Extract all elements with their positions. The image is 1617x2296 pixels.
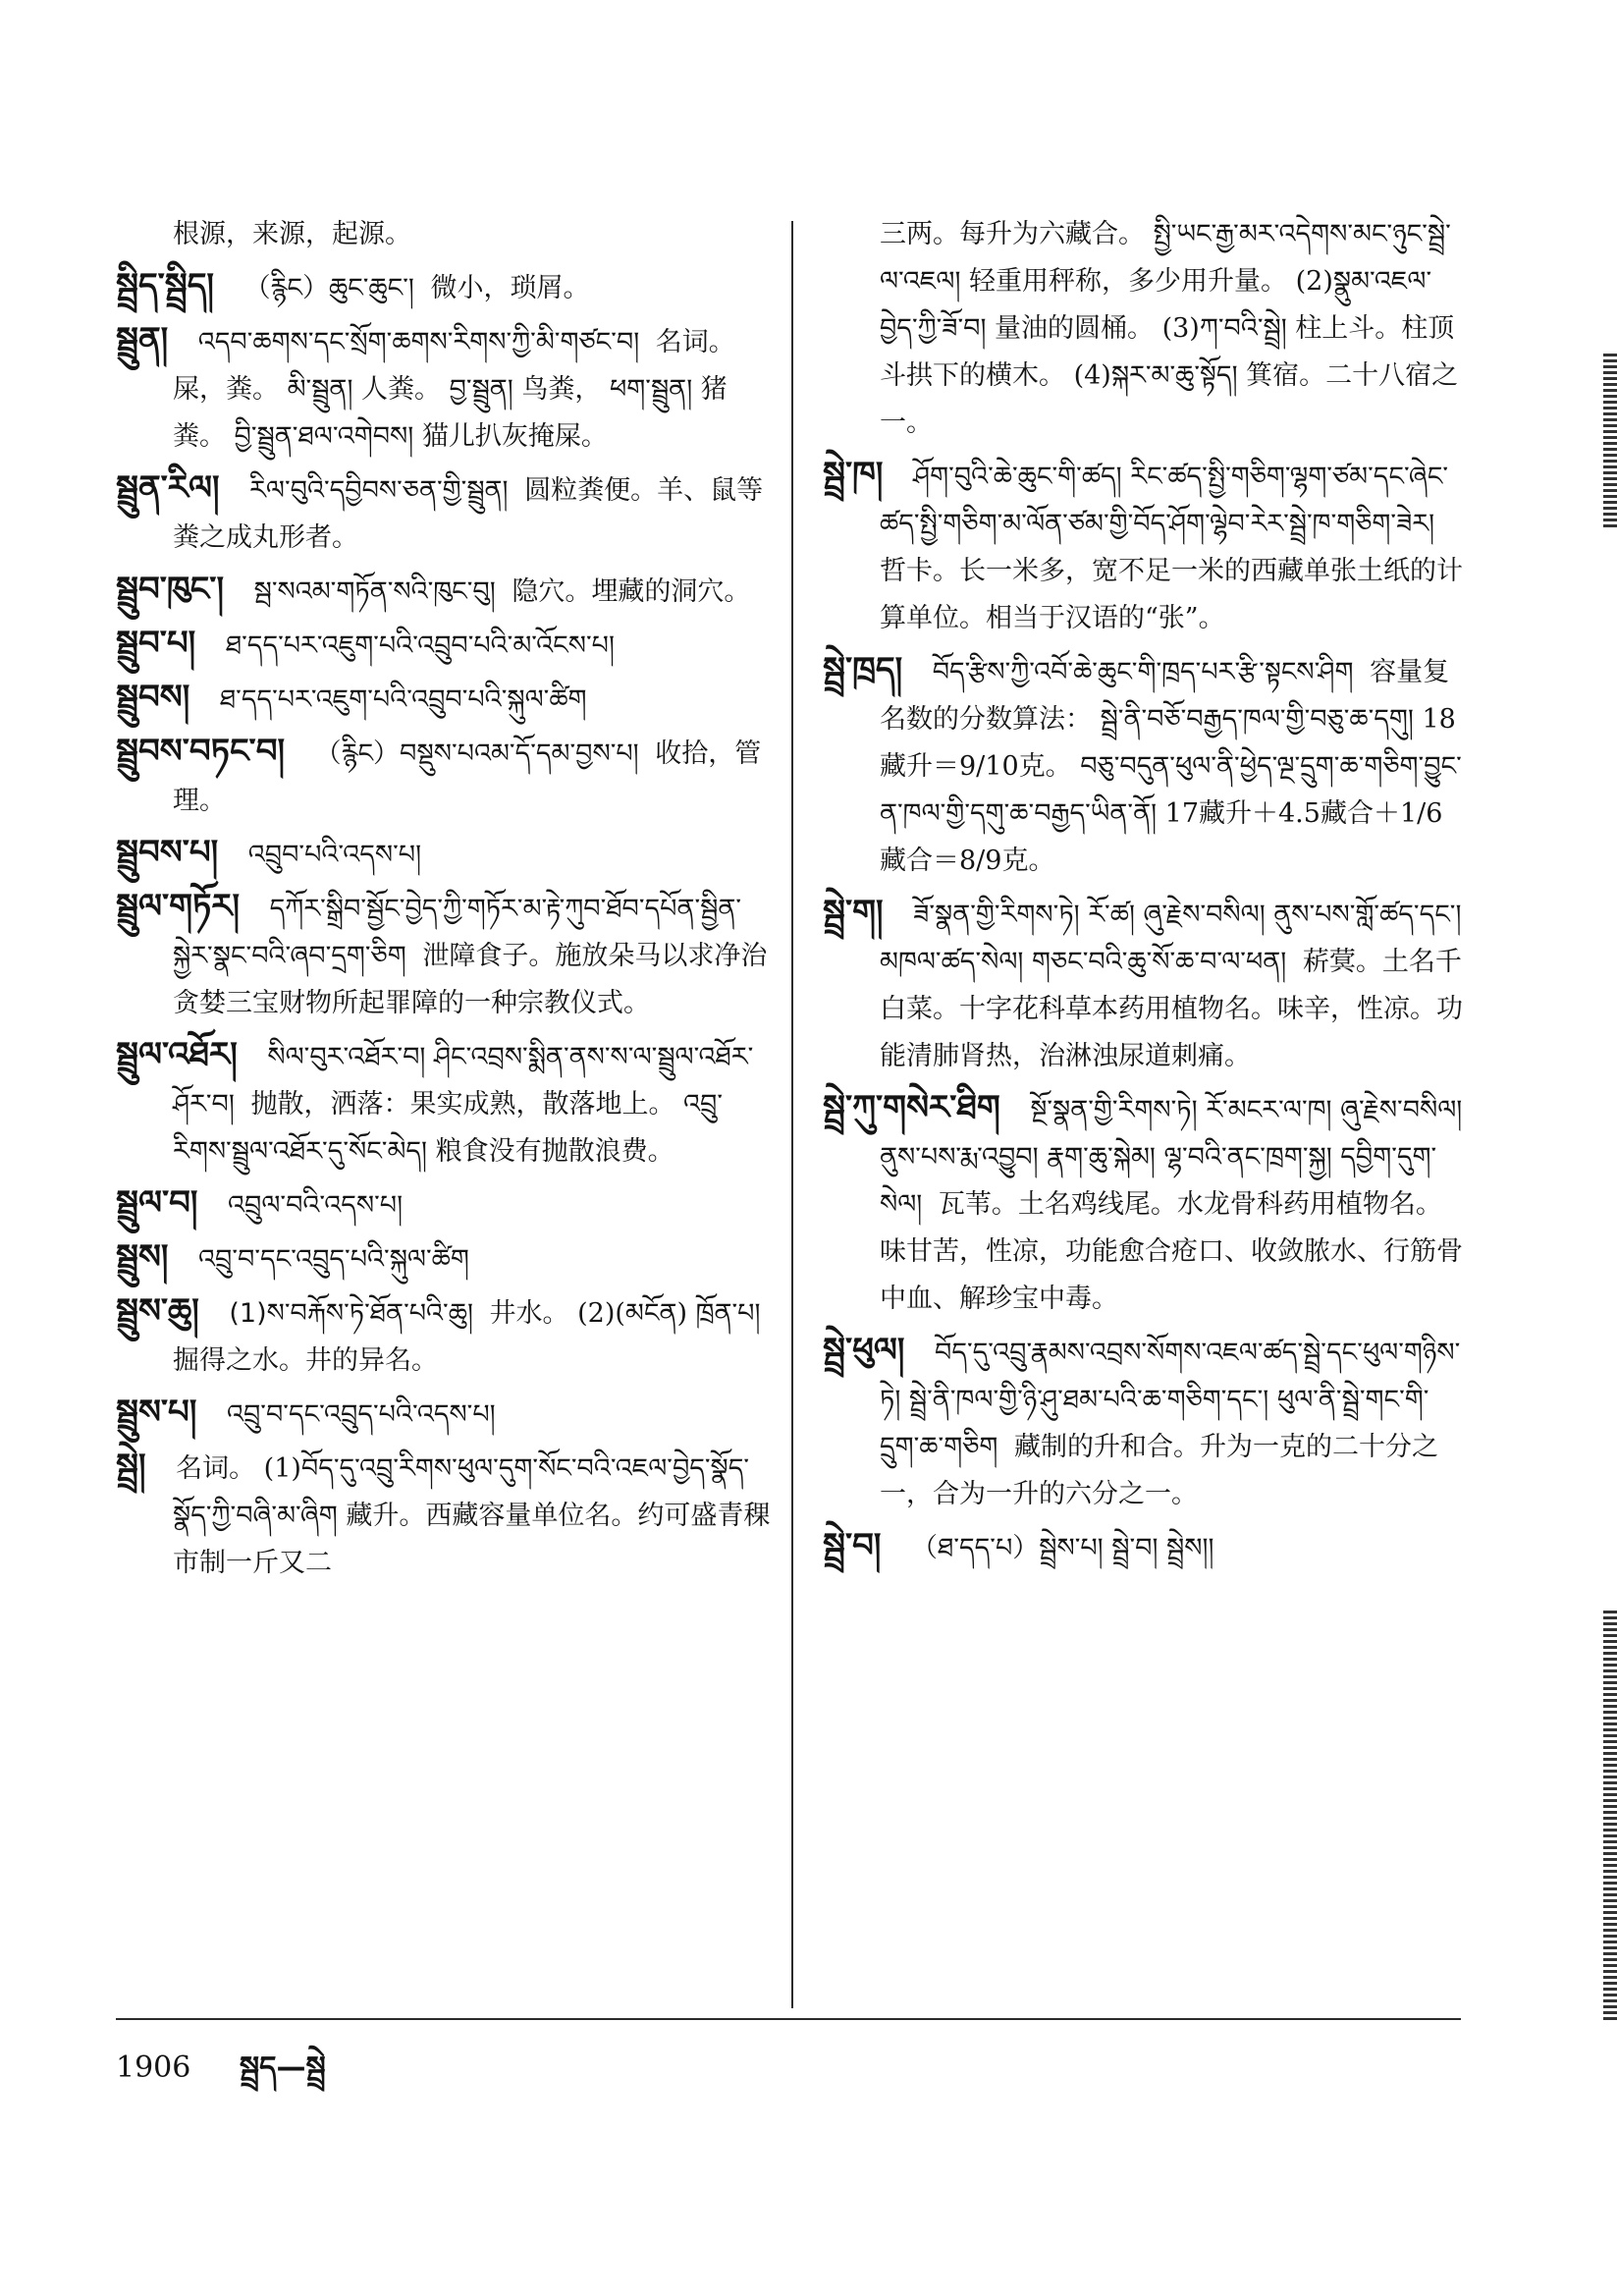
tibetan-definition: རིལ་བུའི་དབྱིབས་ཅན་གྱི་སྦྲུན།	[249, 475, 509, 506]
dictionary-entry	[116, 262, 776, 312]
dictionary-entry	[823, 1327, 1463, 1518]
dictionary-entry	[823, 1522, 1463, 1572]
tibetan-definition: འབྲུ་བ་དང་འབྲུད་པའི་འདས་པ།	[226, 1399, 496, 1430]
tibetan-definition: （རྙིང）ཆུང་ཆུང་།	[243, 273, 414, 303]
dictionary-entry	[116, 566, 776, 616]
tibetan-definition: འབྲུ་བ་དང་འབྲུད་པའི་སྐུལ་ཚིག	[198, 1244, 469, 1275]
dictionary-entry	[116, 316, 776, 461]
tibetan-definition: སྦ་སའམ་གཏོན་སའི་ཁུང་བུ།	[253, 576, 496, 607]
page-number: 1906	[116, 2050, 191, 2085]
headword: སྦྲུབས།	[116, 678, 190, 717]
chinese-gloss: 收拾，管理。	[173, 738, 762, 816]
column-divider	[791, 221, 793, 2008]
headword: སྦྲེ་ཁྲད།	[823, 650, 903, 689]
chinese-gloss: 三两。每升为六藏合。 སྤྱི་ཡང་རྒྱ་མར་འདེགས་མང་ཉུང་སྦྲེ་ལ་འཇལ། 轻重用秤称，多少用升量。 (2)སྣུམ་འཇལ་བྱེད་ཀྱི་ཟོ་བ། 量油的圆桶。 (3)ཀ་བའི་སྦྲེ། 柱上斗。柱顶斗拱下的横木。 (4)སྐར་མ་ཆུ་སྟོད། 箕宿。二十八宿之一。	[880, 219, 1459, 438]
footer-rule	[116, 2018, 1461, 2020]
headword: སྦྲེ།	[116, 1447, 146, 1486]
chinese-gloss: 菥蓂。土名千白菜。十字花科草本药用植物名。味辛，性凉。功能清肺肾热，治淋浊尿道刺痛。	[880, 947, 1463, 1071]
dictionary-entry	[823, 646, 1463, 885]
chinese-gloss: 根源，来源，起源。	[173, 219, 411, 249]
tibetan-definition: བོད་དུ་འབྲུ་རྣམས་འབྲས་སོགས་འཇལ་ཚད་སྦྲེ་དང་ཕུལ་གཉིས་ཏེ། སྦྲེ་ནི་ཁལ་གྱི་ཉི་ཤུ་ཐམ་པའི་ཆ་གཅིག་དང་། ཕུལ་ནི་སྦྲེ་གང་གི་དྲུག་ཆ་གཅིག	[880, 1338, 1461, 1462]
dictionary-entry	[116, 674, 776, 724]
headword: སྦྲུལ་བ།	[116, 1183, 198, 1223]
headword: སྦྲུབས་བཏང་བ།	[116, 732, 286, 771]
chinese-gloss: 瓦苇。土名鸡线尾。水龙骨科药用植物名。味甘苦，性凉，功能愈合疮口、收敛脓水、行筋骨中血、解珍宝中毒。	[880, 1189, 1463, 1314]
dictionary-entry	[116, 1233, 776, 1284]
dictionary-entry	[116, 1287, 776, 1385]
tibetan-definition: ཐ་དད་པར་འཇུག་པའི་འབྲུབ་པའི་སྐུལ་ཚིག	[219, 684, 587, 715]
headword: སྦྲིད་སྦྲིད།	[116, 266, 214, 305]
tibetan-definition: ཟོ་སྣན་གྱི་རིགས་ཏེ། རོ་ཚ། ཞུ་རྗེས་བསིལ། ནུས་པས་གློ་ཚད་དང་། མཁལ་ཚད་སེལ། གཅང་བའི་ཆུ་སོ་ཆ་བ་ལ་ཕན།	[880, 900, 1462, 977]
scan-edge-marks	[1603, 1611, 1617, 2023]
headword: སྦྲེ་བ།	[823, 1526, 882, 1565]
tibetan-definition: བོད་རྩིས་ཀྱི་འབོ་ཆེ་ཆུང་གི་ཁྲད་པར་རྩི་སྟངས་ཤིག	[932, 657, 1354, 687]
tibetan-definition: སིལ་བུར་འཐོར་བ། ཤིང་འབྲས་སྨིན་ནས་ས་ལ་སྦྲུལ་འཐོར་ཤོར་བ།	[173, 1042, 754, 1120]
headword: སྦྲེ་ཕུལ།	[823, 1331, 905, 1370]
chinese-gloss: 藏制的升和合。升为一克的二十分之一，合为一升的六分之一。	[880, 1432, 1438, 1509]
tibetan-definition: （རྙིང）བསྡུས་པའམ་དོ་དམ་བྱས་པ།	[314, 738, 639, 769]
dictionary-entry	[116, 1179, 776, 1230]
page-footer	[116, 2035, 326, 2117]
headword: སྦྲེ་ག།	[823, 893, 884, 932]
dictionary-entry	[116, 1031, 776, 1175]
headword-range: སྦྲད—སྦྲེ	[239, 2050, 326, 2085]
scan-edge-marks	[1603, 354, 1617, 530]
headword: སྦྲུས་ཆུ།	[116, 1291, 199, 1331]
tibetan-definition: (1)ས་བརྐོས་ཏེ་ཐོན་པའི་ཆུ།	[229, 1298, 473, 1329]
dictionary-entry	[823, 1084, 1463, 1323]
headword: སྦྲུབ་པ།	[116, 624, 196, 663]
headword: སྦྲུབ་ཁུང་།	[116, 570, 224, 609]
chinese-gloss: 井水。 (2)(མངོན) ཁྲོན་པ། 掘得之水。井的异名。	[173, 1298, 761, 1376]
tibetan-definition: （ཐ་དད་པ）སྦྲེས་པ། སྦྲེ་བ། སྦྲེས།།	[911, 1533, 1214, 1563]
dictionary-entry	[116, 728, 776, 825]
tibetan-definition: ཐ་དད་པར་འཇུག་པའི་འབྲུབ་པའི་མ་འོངས་པ།	[225, 630, 615, 661]
chinese-gloss: 圆粒粪便。羊、鼠等粪之成丸形者。	[173, 475, 764, 553]
tibetan-definition: འདབ་ཆགས་དང་སྲོག་ཆགས་རིགས་ཀྱི་མི་གཙང་བ།	[197, 327, 640, 357]
headword: སྦྲུན།	[116, 320, 169, 359]
right-column	[823, 211, 1463, 1576]
headword: སྦྲེ་ཁ།	[823, 455, 884, 494]
dictionary-entry	[116, 829, 776, 879]
headword: སྦྲུས།	[116, 1237, 169, 1277]
chinese-gloss: 抛散，洒落：果实成熟，散落地上。 འབྲུ་རིགས་སྦྲུལ་འཐོར་དུ་སོང་མེད། 粮食没有抛散浪费。	[173, 1089, 724, 1167]
dictionary-entry	[823, 451, 1463, 642]
tibetan-definition: ཤོག་བུའི་ཆེ་ཆུང་གི་ཚད། རིང་ཚད་སྤྱི་གཅིག་ལྷག་ཙམ་དང་ཞེང་ཚད་སྤྱི་གཅིག་མ་ལོན་ཙམ་གྱི་བོད་ཤོག་ལྷེབ་རེར་སྦྲེ་ཁ་གཅིག་ཟེར།	[880, 462, 1449, 539]
headword: སྦྲུན་རིལ།	[116, 468, 220, 508]
headword: སྦྲུས་པ།	[116, 1393, 197, 1432]
chinese-gloss: 名词。 (1)བོད་དུ་འབྲུ་རིགས་ཕུལ་དུག་སོང་བའི་འཇལ་བྱེད་སྣོད་སྣོད་ཀྱི་བཞི་མ་ཞིག 藏升。西藏容量单位名。约可盛青稞市制一斤又二	[173, 1453, 771, 1578]
headword: སྦྲུབས་པ།	[116, 833, 219, 872]
headword: སྦྲུལ་འཐོར།	[116, 1035, 238, 1074]
dictionary-entry	[116, 1443, 776, 1587]
left-column	[116, 211, 776, 1591]
chinese-gloss: 泄障食子。施放朵马以求净治贪婪三宝财物所起罪障的一种宗教仪式。	[173, 941, 768, 1018]
chinese-gloss: 名词。屎，粪。 མི་སྦྲུན། 人粪。 བྱ་སྦྲུན། 鸟粪， ཕག་སྦྲུན། 猪粪。 བྱི་སྦྲུན་ཐལ་འགེབས། 猫儿扒灰掩屎。	[173, 327, 735, 452]
chinese-gloss: 哲卡。长一米多，宽不足一米的西藏单张土纸的计算单位。相当于汉语的“张”。	[880, 556, 1463, 633]
tibetan-definition: འབྲུབ་པའི་འདས་པ།	[247, 840, 422, 870]
tibetan-definition: འབྲུལ་བའི་འདས་པ།	[228, 1190, 404, 1221]
headword: སྦྲུལ་གཏོར།	[116, 887, 241, 926]
dictionary-entry	[116, 883, 776, 1027]
dictionary-entry	[823, 211, 1463, 447]
chinese-gloss: 容量复名数的分数算法： སྦྲེ་ནི་བཅོ་བརྒྱད་ཁལ་གྱི་བཅུ་ཆ་དགུ། 18藏升＝9/10克。 བཅུ་བདུན་ཕུལ་ནི་ཕྱེད་ལྔ་དྲུག་ཆ་གཅིག་བྱུང་ན་ཁལ་གྱི་དགུ་ཆ་བརྒྱད་ཡིན་ནོ། 17藏升＋4.5藏合＋1/6藏合＝8/9克。	[880, 657, 1462, 876]
dictionary-entry	[116, 465, 776, 562]
tibetan-definition: སྔོ་སྣན་གྱི་རིགས་ཏེ། རོ་མངར་ལ་ཁ། ཞུ་རྗེས་བསིལ། ནུས་པས་རྨ་འབྱུབ། རྣག་ཆུ་སྐེམ། ལྷ་བའི་ནང་ཁྲག་སྐྱ། དབྱིག་དུག་སེལ།	[880, 1095, 1463, 1220]
tibetan-definition: དཀོར་སྒྲིབ་སྦྱོང་བྱེད་ཀྱི་གཏོར་མ་རྟེ་ཀུབ་ཐོབ་དཔོན་སྦྱིན་སྐྱེར་སྣང་བའི་ཞབ་དྲག་ཅིག	[173, 894, 742, 971]
chinese-gloss: 隐穴。埋藏的洞穴。	[512, 576, 751, 607]
headword: སྦྲེ་ཀུ་གསེར་ཐིག	[823, 1088, 1000, 1127]
dictionary-entry	[116, 211, 776, 258]
dictionary-entry	[823, 889, 1463, 1080]
dictionary-entry	[116, 620, 776, 670]
dictionary-entry	[116, 1389, 776, 1439]
chinese-gloss: 微小，琐屑。	[430, 273, 590, 303]
